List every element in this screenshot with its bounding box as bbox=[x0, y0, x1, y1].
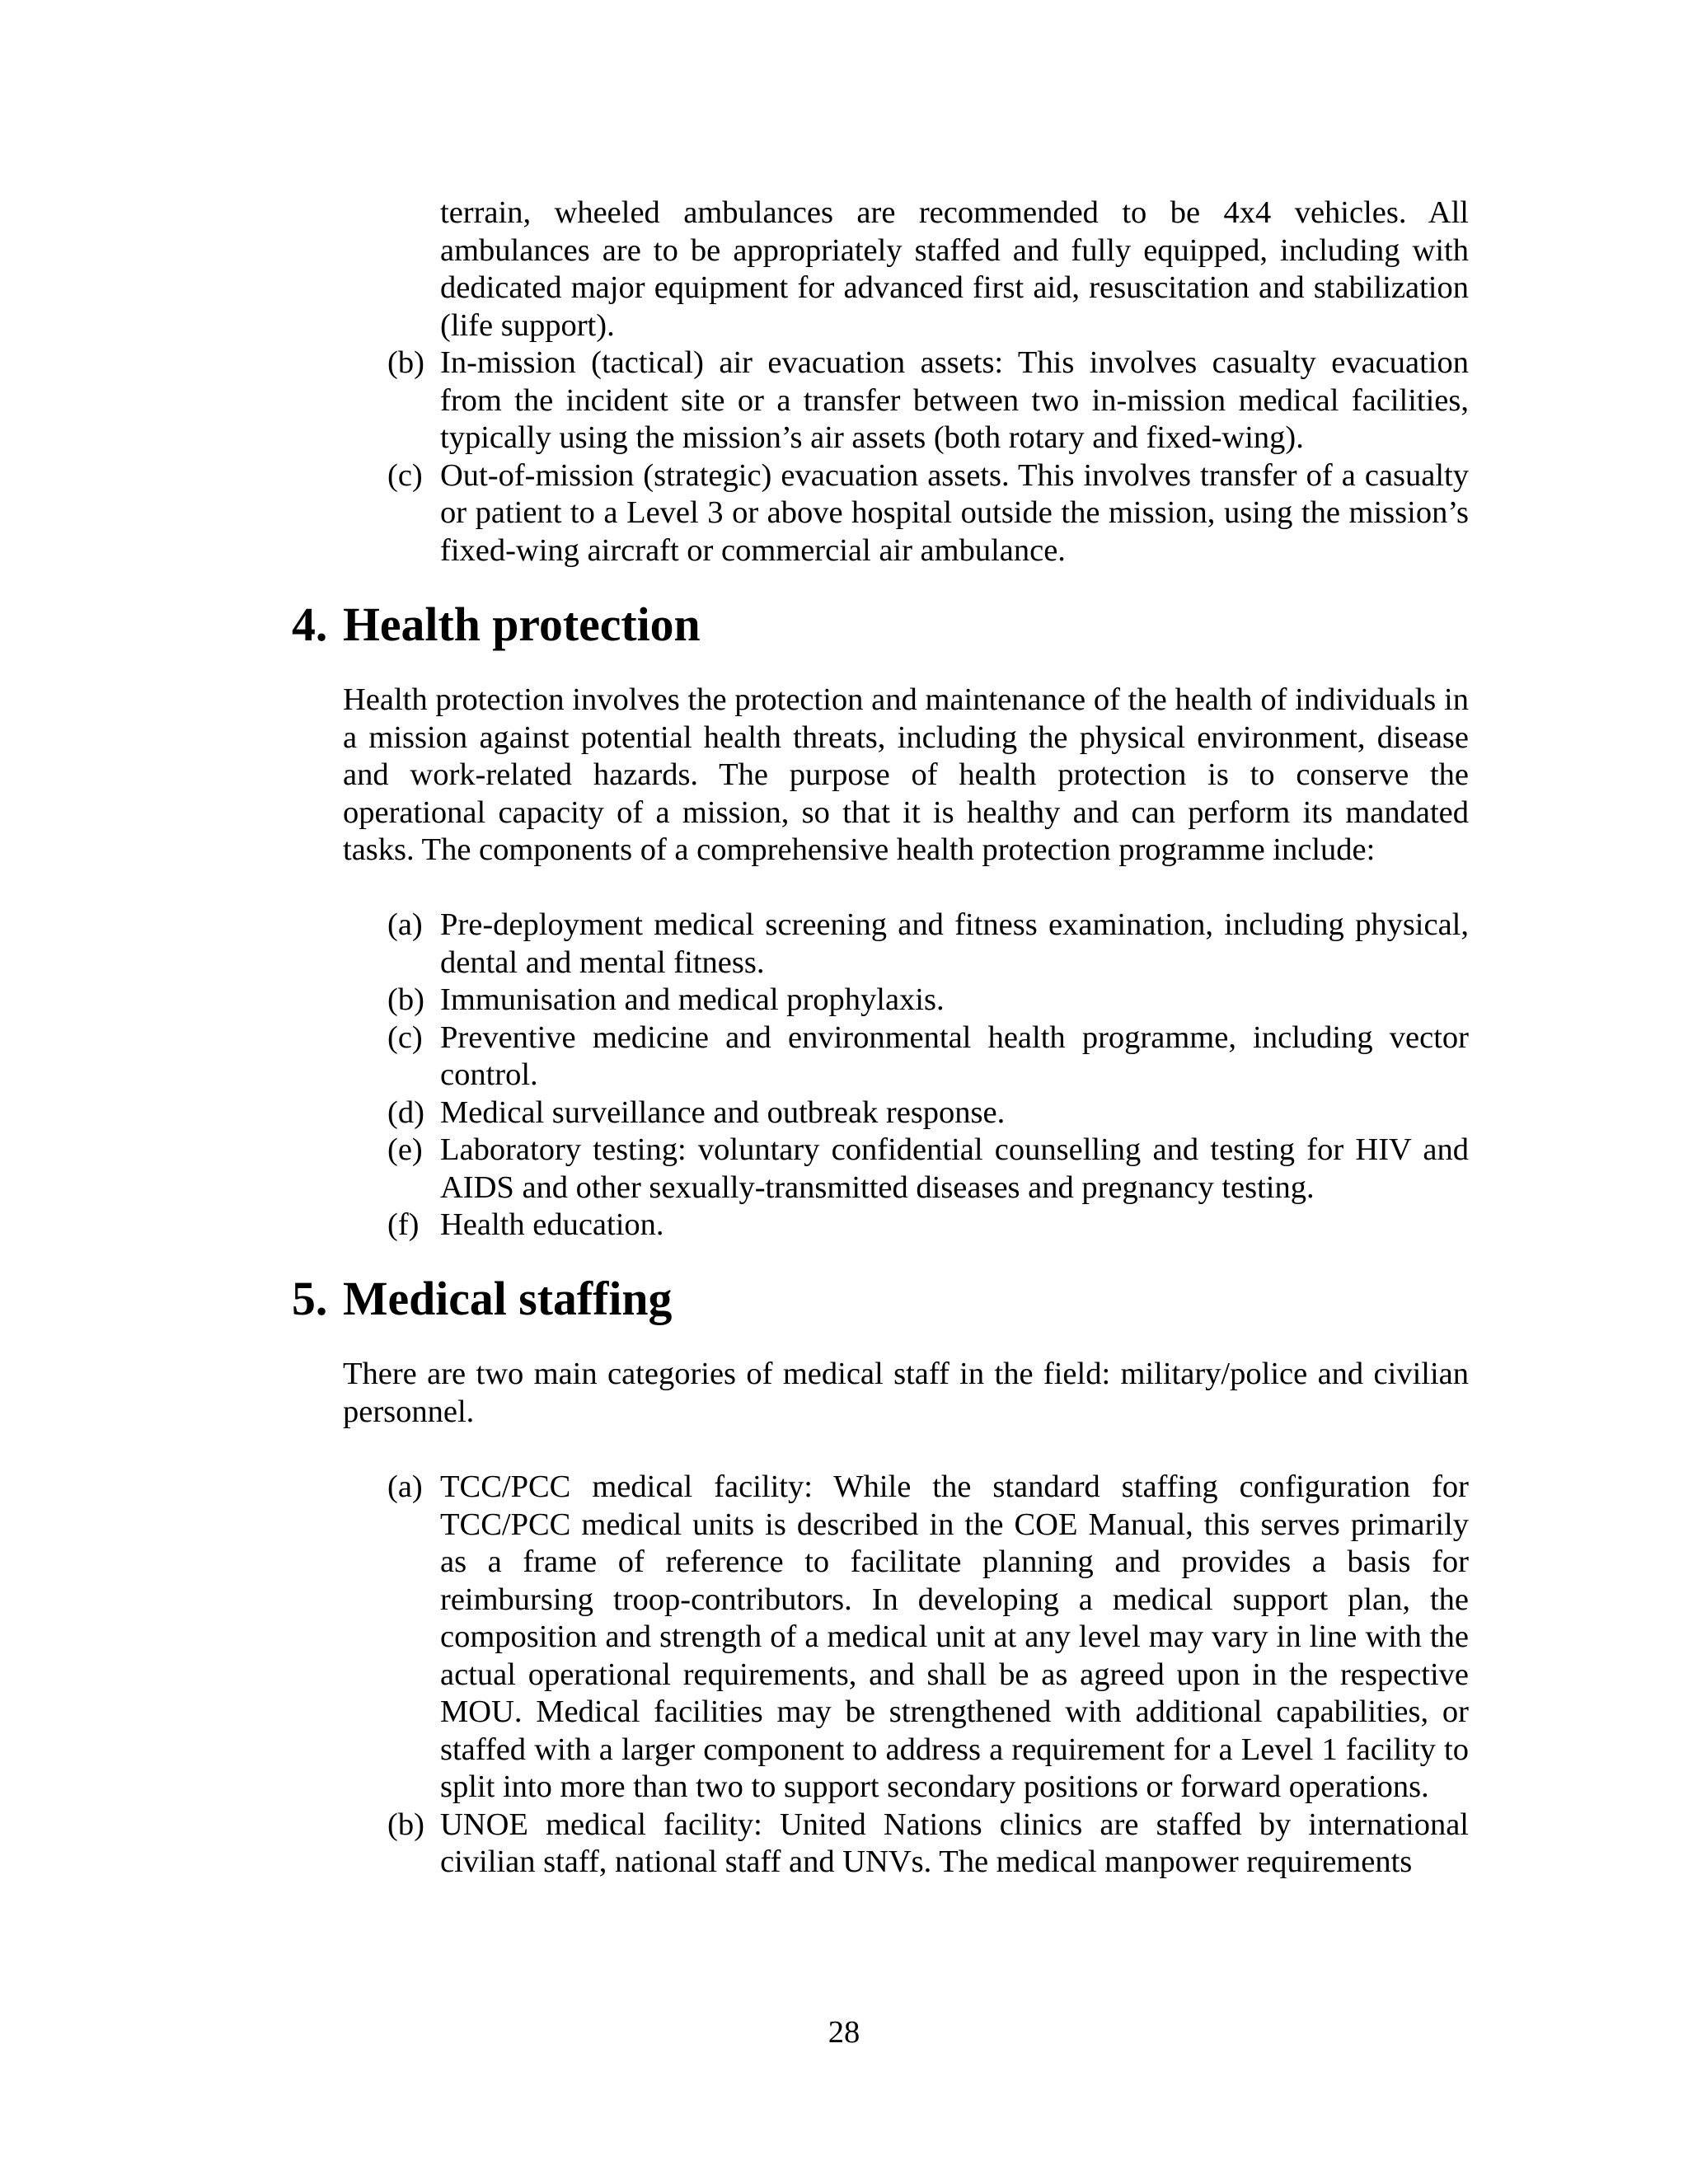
health-protection-intro: Health protection involves the protection and maintenance of the health of individuals in a mission against potential health threats, including the physical environment, disease and work-related hazards. The purpose of health protection is to conserve the operational capacity of a mission, so that it is healthy and can perform its mandated tasks. The components of a comprehensive health protection programme include: bbox=[343, 682, 1469, 867]
list-item-text: UNOE medical facility: United Nations clinics are staffed by international civilian staff, national staff and UNVs. The medical manpower requirements bbox=[440, 1807, 1469, 1879]
list-item bbox=[387, 344, 1469, 457]
list-marker: (c) bbox=[387, 1019, 423, 1055]
list-marker: (a) bbox=[387, 1469, 423, 1504]
section-heading-medical-staffing bbox=[292, 1273, 673, 1325]
list-item-text: Preventive medicine and environmental health programme, including vector control. bbox=[440, 1019, 1469, 1092]
list-item bbox=[387, 907, 1469, 982]
list-item-text: Pre-deployment medical screening and fitness examination, including physical, dental and mental fitness. bbox=[440, 907, 1469, 980]
continuation-paragraph: terrain, wheeled ambulances are recommended to be 4x4 vehicles. All ambulances are to be appropriately staffed and fully equipped, including with dedicated major equipment for advanced first aid, resuscitation and stabilization (life support). bbox=[440, 195, 1469, 343]
list-item bbox=[387, 1207, 1469, 1244]
section-title: Medical staffing bbox=[343, 1273, 673, 1325]
list-marker: (d) bbox=[387, 1094, 424, 1130]
list-item bbox=[387, 1807, 1469, 1882]
health-protection-list bbox=[387, 907, 1469, 1244]
list-marker: (a) bbox=[387, 907, 423, 942]
list-item bbox=[387, 1469, 1469, 1807]
section-number: 5. bbox=[292, 1273, 328, 1325]
list-item bbox=[387, 457, 1469, 570]
list-item bbox=[387, 1094, 1469, 1132]
list-marker: (b) bbox=[387, 345, 424, 380]
medical-staffing-intro: There are two main categories of medical staff in the field: military/police and civilian personnel. bbox=[343, 1357, 1469, 1429]
medical-staffing-list bbox=[387, 1469, 1469, 1882]
list-marker: (b) bbox=[387, 982, 424, 1017]
list-marker: (c) bbox=[387, 457, 423, 493]
evacuation-assets-list bbox=[387, 344, 1469, 569]
page-number: 28 bbox=[828, 2015, 860, 2050]
list-item bbox=[387, 1019, 1469, 1094]
list-item bbox=[387, 982, 1469, 1019]
list-item-text: In-mission (tactical) air evacuation assets: This involves casualty evacuation from the incident site or a transfer between two in-mission medical facilities, typically using the mission’s air assets (both rotary and fixed-wing). bbox=[440, 345, 1469, 455]
list-item bbox=[387, 1132, 1469, 1207]
section-title: Health protection bbox=[343, 599, 701, 651]
list-marker: (e) bbox=[387, 1132, 423, 1167]
list-item-text: Health education. bbox=[440, 1207, 664, 1242]
list-item-text: Out-of-mission (strategic) evacuation assets. This involves transfer of a casualty or patient to a Level 3 or above hospital outside the mission, using the mission’s fixed-wing aircraft or commercial air ambulance. bbox=[440, 457, 1469, 568]
list-item-text: Immunisation and medical prophylaxis. bbox=[440, 982, 945, 1017]
list-marker: (f) bbox=[387, 1207, 420, 1242]
list-item-text: Medical surveillance and outbreak response. bbox=[440, 1094, 1006, 1130]
list-marker: (b) bbox=[387, 1807, 424, 1842]
list-item-text: Laboratory testing: voluntary confidential counselling and testing for HIV and AIDS and other sexually-transmitted diseases and pregnancy testing. bbox=[440, 1132, 1469, 1205]
list-item-text: TCC/PCC medical facility: While the standard staffing configuration for TCC/PCC medical units is described in the COE Manual, this serves primarily as a frame of reference to facilitate planning and provides a basis for reimbursing troop-contributors. In developing a medical support plan, the composition and strength of a medical unit at any level may vary in line with the actual operational requirements, and shall be as agreed upon in the respective MOU. Medical facilities may be strengthened with additional capabilities, or staffed with a larger component to address a requirement for a Level 1 facility to split into more than two to support secondary positions or forward operations. bbox=[440, 1469, 1469, 1804]
section-number: 4. bbox=[292, 599, 328, 651]
section-heading-health-protection bbox=[292, 599, 701, 651]
